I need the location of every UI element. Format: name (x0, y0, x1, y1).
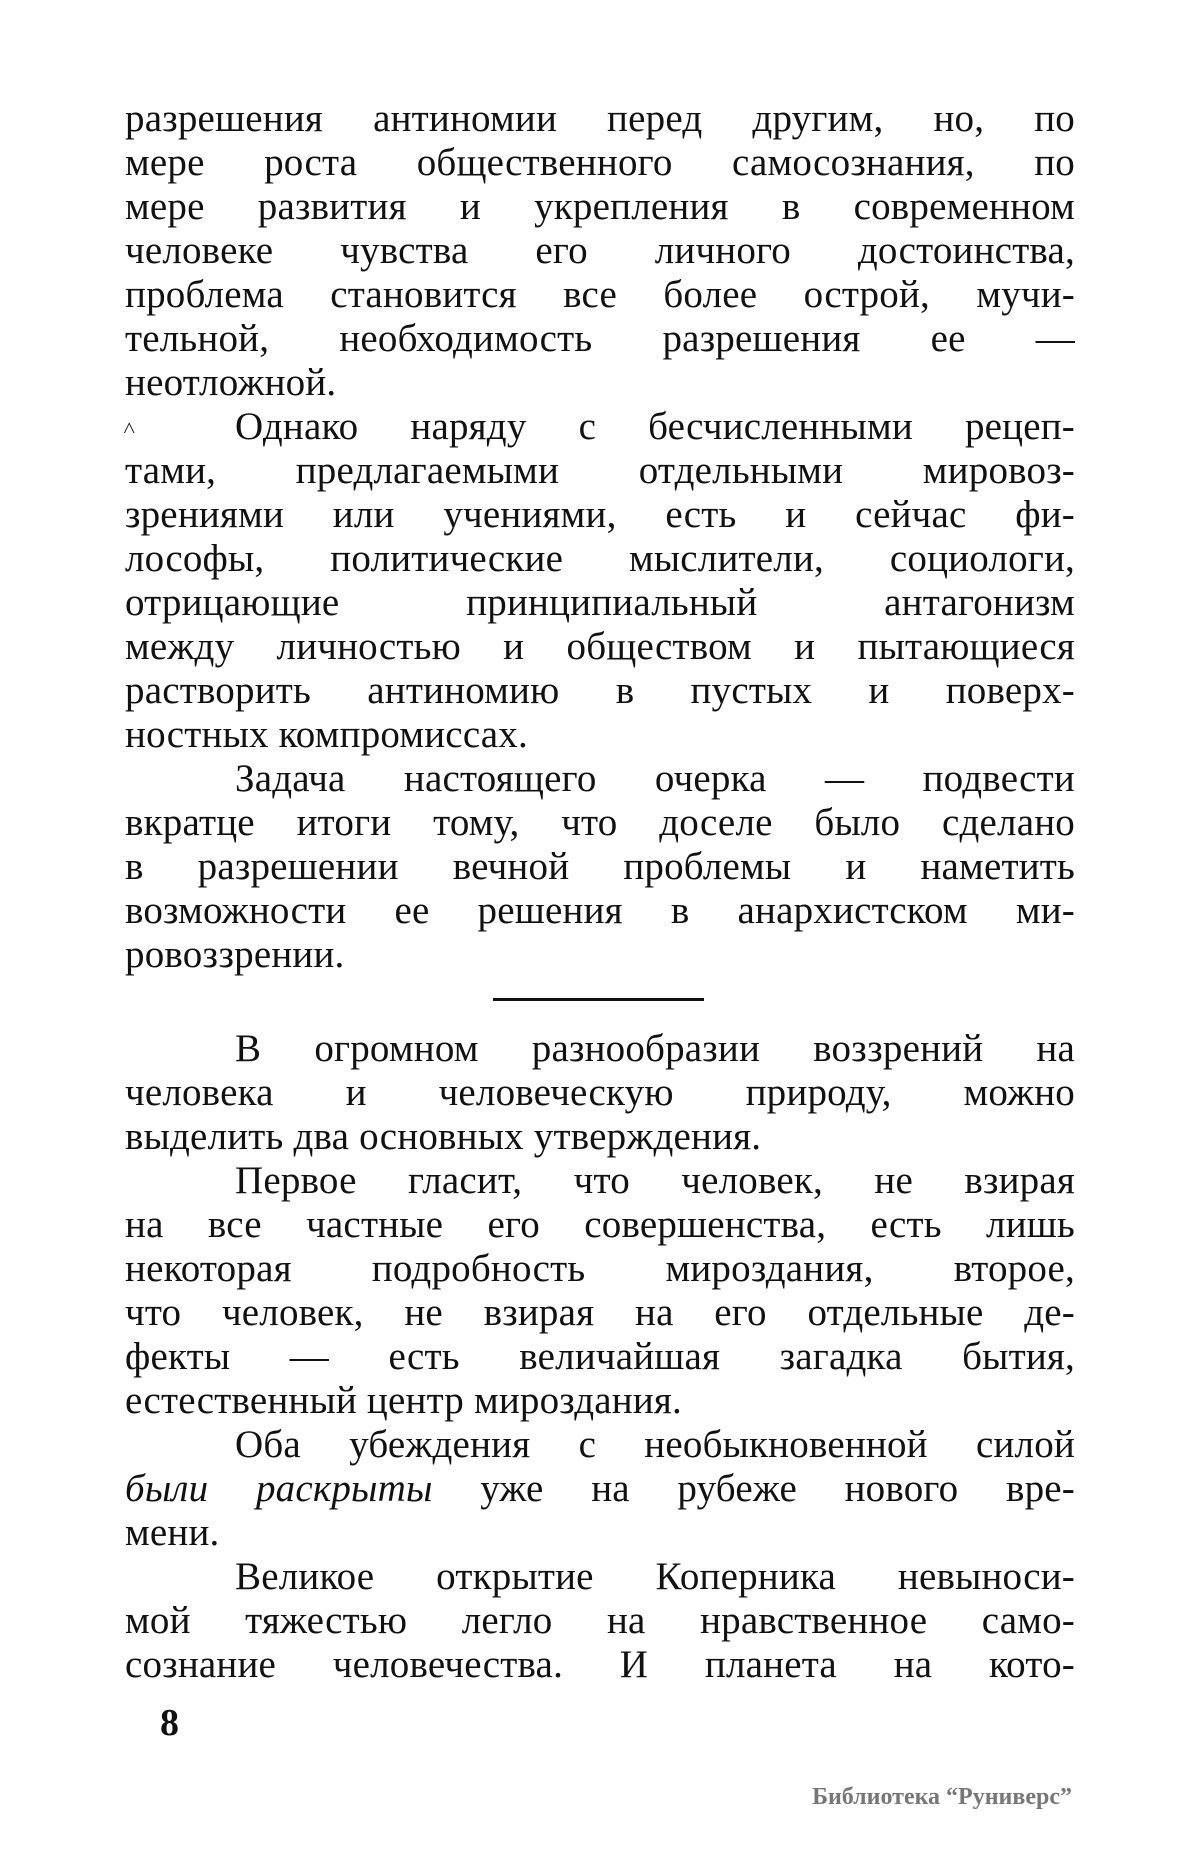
text-line: человеке чувства его личного достоинства, (125, 229, 1075, 272)
text-line: между личностью и обществом и пытающиеся (125, 625, 1075, 668)
text-line: что человек, не взирая на его отдельные де- (125, 1291, 1075, 1334)
text-line: отрицающие принципиальный антагонизм (125, 581, 1075, 624)
paragraph-both-convictions (125, 1423, 1075, 1555)
text-line: мени. (125, 1511, 220, 1554)
text-line: проблема становится все более острой, мучи- (125, 273, 1075, 316)
text-line: человека и человеческую природу, можно (125, 1071, 1075, 1114)
text-line: Первое гласит, что человек, не взирая (235, 1159, 1075, 1202)
text-line: мере развития и укрепления в современном (125, 185, 1075, 228)
section-divider (493, 998, 704, 1001)
page-number: 8 (160, 1702, 179, 1744)
text-line: Однако наряду с бесчисленными рецеп- (235, 405, 1075, 448)
text-line: естественный центр мироздания. (125, 1379, 682, 1422)
text-line: разрешения антиномии перед другим, но, по (125, 97, 1075, 140)
text-line: Оба убеждения с необыкновенной силой (235, 1423, 1075, 1466)
paragraph-first-view (125, 1159, 1075, 1423)
text-line: ровоззрении. (125, 933, 345, 976)
text-line: мой тяжестью легло на нравственное само- (125, 1599, 1075, 1642)
text-line: тельной, необходимость разрешения ее — (125, 317, 1075, 360)
paragraph-task (125, 757, 1075, 977)
paragraph-continuation (125, 97, 1075, 405)
text-line: сознание человечества. И планета на кото- (125, 1643, 1075, 1686)
library-watermark: Библиотека “Руниверс” (812, 1784, 1072, 1810)
paragraph-copernicus (125, 1555, 1075, 1687)
text-line: растворить антиномию в пустых и поверх- (125, 669, 1075, 712)
text-line: зрениями или учениями, есть и сейчас фи- (125, 493, 1075, 536)
scan-speck: ˄ (123, 415, 136, 440)
text-line: тами, предлагаемыми отдельными мировоз- (125, 449, 1075, 492)
text-line: на все частные его совершенства, есть лишь (125, 1203, 1075, 1246)
paragraph-recipes (125, 405, 1075, 757)
text-line: лософы, политические мыслители, социологи, (125, 537, 1075, 580)
text-line: Великое открытие Коперника невыноси- (235, 1555, 1075, 1598)
text-line: в разрешении вечной проблемы и наметить (125, 845, 1075, 888)
text-line: возможности ее решения в анархистском ми- (125, 889, 1075, 932)
text-line: В огромном разнообразии воззрений на (235, 1027, 1075, 1070)
text-line: ностных компромиссах. (125, 713, 528, 756)
italic-phrase: были раскрыты (125, 1467, 433, 1510)
text-line: Задача настоящего очерка — подвести (235, 757, 1075, 800)
text-line: мере роста общественного самосознания, по (125, 141, 1075, 184)
text-line: некоторая подробность мироздания, второе, (125, 1247, 1075, 1290)
text-line (125, 1467, 1075, 1511)
text-line: фекты — есть величайшая загадка бытия, (125, 1335, 1075, 1378)
text-line: вкратце итоги тому, что доселе было сделано (125, 801, 1075, 844)
text-line: неотложной. (125, 361, 337, 404)
text-line: выделить два основных утверждения. (125, 1115, 762, 1158)
text-fragment: уже на рубеже нового вре- (432, 1467, 1075, 1510)
paragraph-two-views (125, 1027, 1075, 1159)
